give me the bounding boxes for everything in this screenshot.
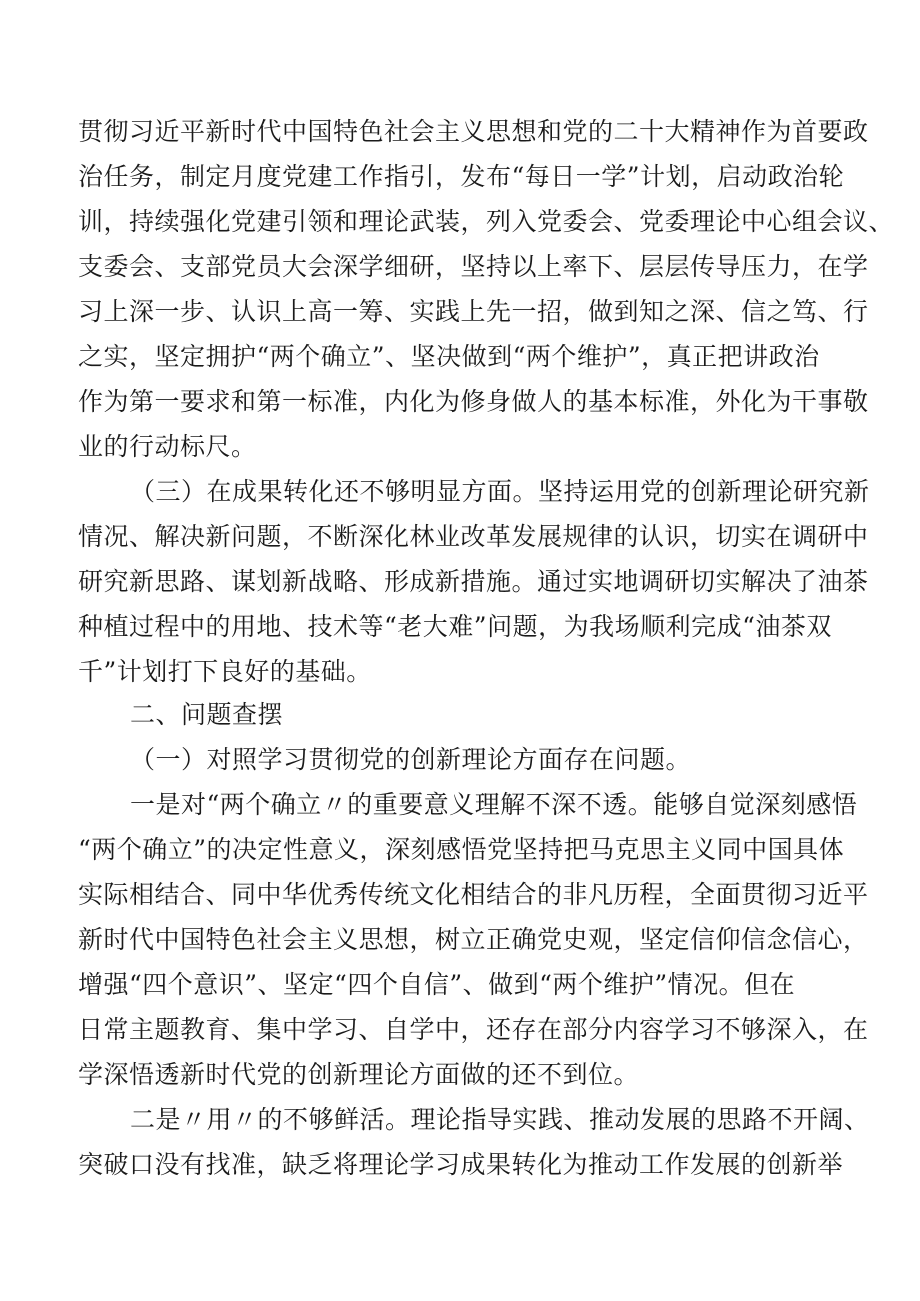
paragraph-line: 日常主题教育、集中学习、自学中，还存在部分内容学习不够深入，在 xyxy=(78,1015,869,1044)
paragraph-line: 习上深一步、认识上高一筹、实践上先一招，做到知之深、信之笃、行 xyxy=(78,297,869,326)
paragraph-line: 千”计划打下良好的基础。 xyxy=(78,657,372,686)
paragraph-line: 二是〃用〃的不够鲜活。理论指导实践、推动发展的思路不开阔、 xyxy=(130,1105,870,1134)
paragraph-line: 贯彻习近平新时代中国特色社会主义思想和党的二十大精神作为首要政 xyxy=(78,117,869,146)
paragraph-line: 种植过程中的用地、技术等“老大难”问题，为我场顺利完成“油茶双 xyxy=(78,612,832,641)
section-heading-2: 二、问题查摆 xyxy=(130,700,284,729)
paragraph-line: 之实，坚定拥护“两个确立”、坚决做到“两个维护”，真正把讲政治 xyxy=(78,342,820,371)
paragraph-line: 学深悟透新时代党的创新理论方面做的还不到位。 xyxy=(78,1060,640,1089)
paragraph-line: 作为第一要求和第一标准，内化为修身做人的基本标准，外化为干事敬 xyxy=(78,387,869,416)
paragraph-line: 研究新思路、谋划新战略、形成新措施。通过实地调研切实解决了油茶 xyxy=(78,567,869,596)
paragraph-line: 情况、解决新问题，不断深化林业改革发展规律的认识，切实在调研中 xyxy=(78,522,869,551)
paragraph-line: “两个确立”的决定性意义，深刻感悟党坚持把马克思主义同中国具体 xyxy=(78,835,845,864)
subsection-heading-1: （一）对照学习贯彻党的创新理论方面存在问题。 xyxy=(130,745,692,774)
paragraph-line: 一是对“两个确立〃的重要意义理解不深不透。能够自觉深刻感悟 xyxy=(130,790,858,819)
paragraph-line: 实际相结合、同中华优秀传统文化相结合的非凡历程，全面贯彻习近平 xyxy=(78,880,869,909)
paragraph-line: 新时代中国特色社会主义思想，树立正确党史观，坚定信仰信念信心， xyxy=(78,925,869,954)
paragraph-line: 突破口没有找准，缺乏将理论学习成果转化为推动工作发展的创新举 xyxy=(78,1150,844,1179)
paragraph-line: 业的行动标尺。 xyxy=(78,432,257,461)
paragraph-line: 治任务，制定月度党建工作指引，发布“每日一学”计划，启动政治轮 xyxy=(78,162,845,191)
section-heading-3: （三）在成果转化还不够明显方面。坚持运用党的创新理论研究新 xyxy=(130,477,870,506)
paragraph-line: 支委会、支部党员大会深学细研，坚持以上率下、层层传导压力，在学 xyxy=(78,252,869,281)
paragraph-line: 训，持续强化党建引领和理论武装，列入党委会、党委理论中心组会议、 xyxy=(78,207,895,236)
paragraph-line: 增强“四个意识”、坚定“四个自信”、做到“两个维护”情况。但在 xyxy=(78,970,796,999)
